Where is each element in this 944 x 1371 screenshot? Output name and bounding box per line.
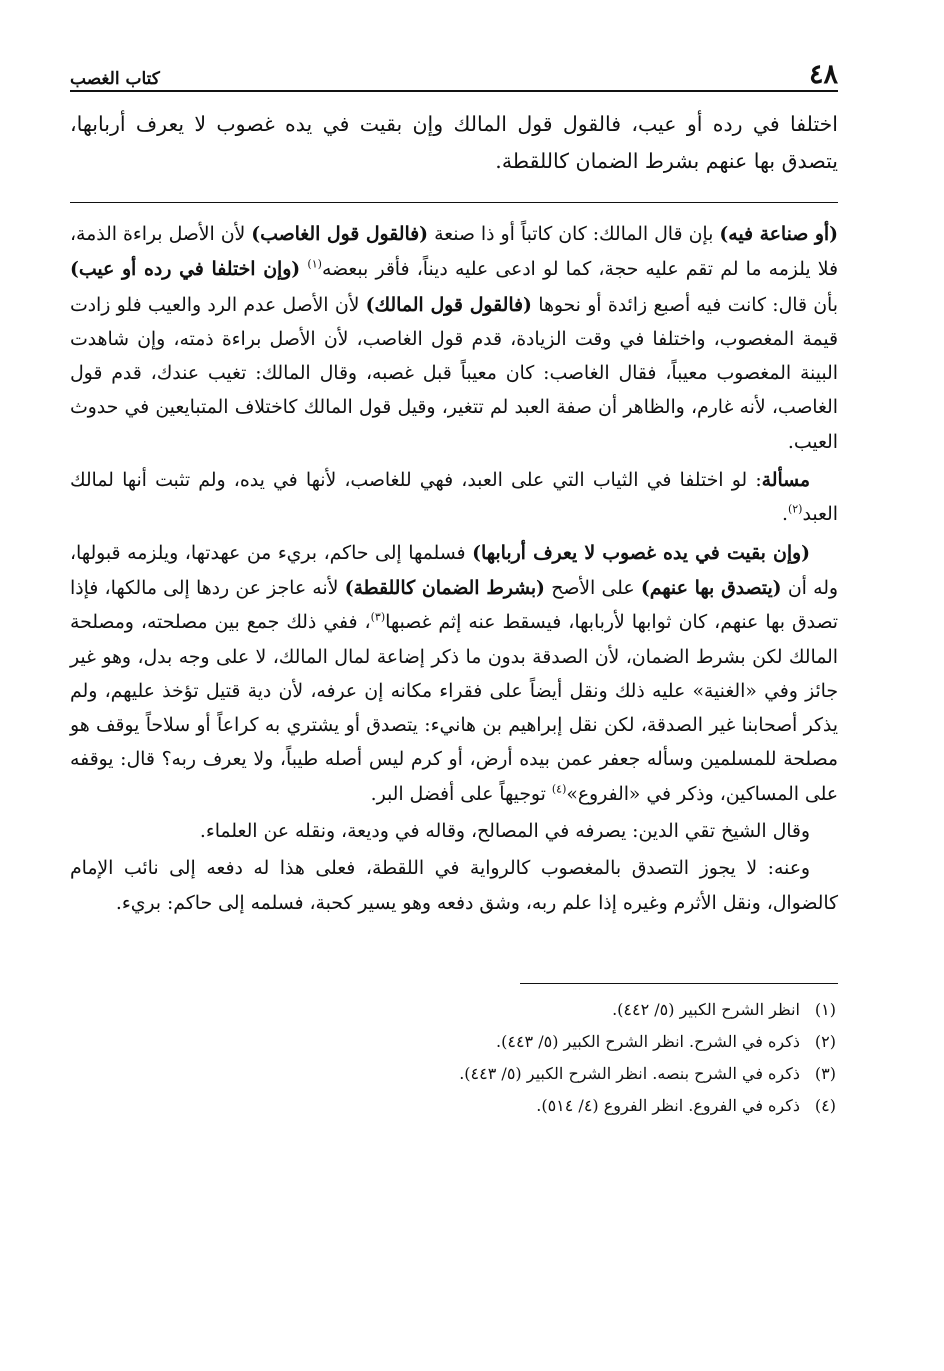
commentary-text: بإن قال المالك: كان كاتباً أو ذا صنعة	[428, 224, 720, 245]
sharh-section	[70, 217, 838, 921]
book-page	[70, 50, 838, 1122]
commentary-text: لأن الأصل براءة الذمة، فلا يلزمه ما لم تقم عليه حجة، كما لو ادعى عليه ديناً، فأقر ببعضه	[70, 224, 838, 281]
footnote	[70, 1090, 838, 1122]
footnote-text: ذكره في الفروع. انظر الفروع (٤/ ٥١٤).	[536, 1095, 800, 1115]
sharh-paragraph-5: وعنه: لا يجوز التصدق بالمغصوب كالرواية في اللقطة، فعلى هذا له دفعه إلى نائب الإمام كالضوال، ونقل الأثرم وغيره إذا علم ربه، وشق دفعه وهو يسير كحبة، فسلمه إلى حاكم: بريء.	[70, 858, 838, 914]
sharh-paragraph-3	[70, 536, 838, 812]
quoted-matn: (يتصدق بها عنهم)	[640, 576, 782, 599]
footnote-ref[interactable]: (١)	[307, 258, 322, 272]
quoted-matn: (فالقول قول الغاصب)	[251, 223, 429, 245]
commentary-text: لأن الأصل عدم الرد والعيب فلو زادت قيمة المغصوب، واختلفا في وقت الزيادة، قدم قول الغاصب، لأن الأصل براءة ذمته، وإن شاهدت البينة المغصوب معيباً، فقال الغاصب: كان معيباً قبل غصبه، وقال المالك: تغيب عندك، قدم قول الغاصب، لأنه غارم، والظاهر أن صفة العبد لم تتغير، وقيل قول المالك كاختلاف المتبايعين في حدوث العيب.	[70, 294, 838, 453]
sharh-paragraph-2	[70, 463, 838, 533]
footnote-text: ذكره في الشرح بنصه. انظر الشرح الكبير (٥/ ٤٤٣).	[459, 1063, 800, 1083]
footnote-ref[interactable]: (٢)	[787, 503, 803, 517]
footnote-number: (١)	[814, 999, 836, 1019]
quoted-matn: (وإن اختلفا في رده أو عيب)	[70, 258, 301, 281]
footnote-number: (٢)	[814, 1031, 836, 1051]
footnote-text: ذكره في الشرح. انظر الشرح الكبير (٥/ ٤٤٣).	[496, 1031, 800, 1051]
footnote	[70, 994, 838, 1026]
book-title: كتاب الغصب	[70, 69, 160, 89]
matn-sharh-divider	[70, 202, 838, 203]
masala-label: مسألة	[761, 469, 810, 492]
quoted-matn: (وإن بقيت في يده غصوب لا يعرف أربابها)	[472, 541, 810, 564]
commentary-text: توجيهاً على أفضل البر.	[370, 783, 552, 805]
footnote-ref[interactable]: (٣)	[370, 611, 386, 624]
quoted-matn: (أو صناعة فيه)	[719, 223, 839, 245]
footnote-number: (٤)	[814, 1095, 836, 1115]
page-number: ٤٨	[808, 59, 838, 90]
footnote-number: (٣)	[814, 1063, 836, 1083]
commentary-text: لأنه عاجز عن ردها إلى مالكها، فإذا تصدق بها عنهم، كان ثوابها لأربابها، فيسقط عنه إثم غصبها	[70, 577, 838, 634]
commentary-text: على الأصح	[544, 577, 641, 599]
footnote-ref[interactable]: (٤)	[551, 782, 567, 796]
footnote	[70, 1058, 838, 1090]
sharh-paragraph-4: وقال الشيخ تقي الدين: يصرفه في المصالح، وقاله في وديعة، ونقله عن العلماء.	[199, 821, 810, 843]
quoted-matn: (بشرط الضمان كاللقطة)	[344, 576, 545, 599]
footnote	[70, 1026, 838, 1058]
footnote-text: انظر الشرح الكبير (٥/ ٤٤٢).	[612, 999, 800, 1019]
footnotes	[70, 994, 838, 1122]
commentary-text: بأن قال: كانت فيه أصبع زائدة أو نحوها	[531, 294, 838, 316]
matn-text: اختلفا في رده أو عيب، فالقول قول المالك وإن بقيت في يده غصوب لا يعرف أربابها، يتصدق بها عنهم بشرط الضمان كاللقطة.	[70, 112, 838, 173]
footnote-divider	[520, 983, 838, 984]
quoted-matn: (فالقول قول المالك)	[365, 293, 532, 316]
commentary-text: ، ففي ذلك جمع بين مصلحته، ومصلحة المالك لكن بشرط الضمان، لأن الصدقة بدون ما ذكر إضاعة لمال المالك، لا على وجه بدل، وهو غير جائز وفي «الغنية» عليه ذلك ونقل أيضاً على فقراء مكانه إن عرفه، لأن دية قتيل تؤخذ عليهم، ولم يذكر أصحابنا غير الصدقة، لكن نقل إبراهيم بن هانيء: يتصدق أو يشتري به كراعاً أو سلاحاً يوقف هو مصلحة للمسلمين وسأله جعفر عمن بيده أرض، أو كرم ليس أصله طيباً، ولا يعرف ربه؟ قال: يوقفه على المساكين، وذكر في «الفروع»	[70, 612, 838, 805]
commentary-text: فسلمها إلى حاكم، بريء من عهدتها، ويلزمه قبولها، وله أن	[70, 542, 838, 599]
commentary-text: : لو اختلفا في الثياب التي على العبد، فهي للغاصب، لأنها في يده، ولم تثبت أنها لمالك العبد	[70, 470, 838, 526]
commentary-text: .	[781, 504, 788, 526]
running-header	[70, 50, 838, 92]
sharh-paragraph-1	[70, 217, 838, 460]
